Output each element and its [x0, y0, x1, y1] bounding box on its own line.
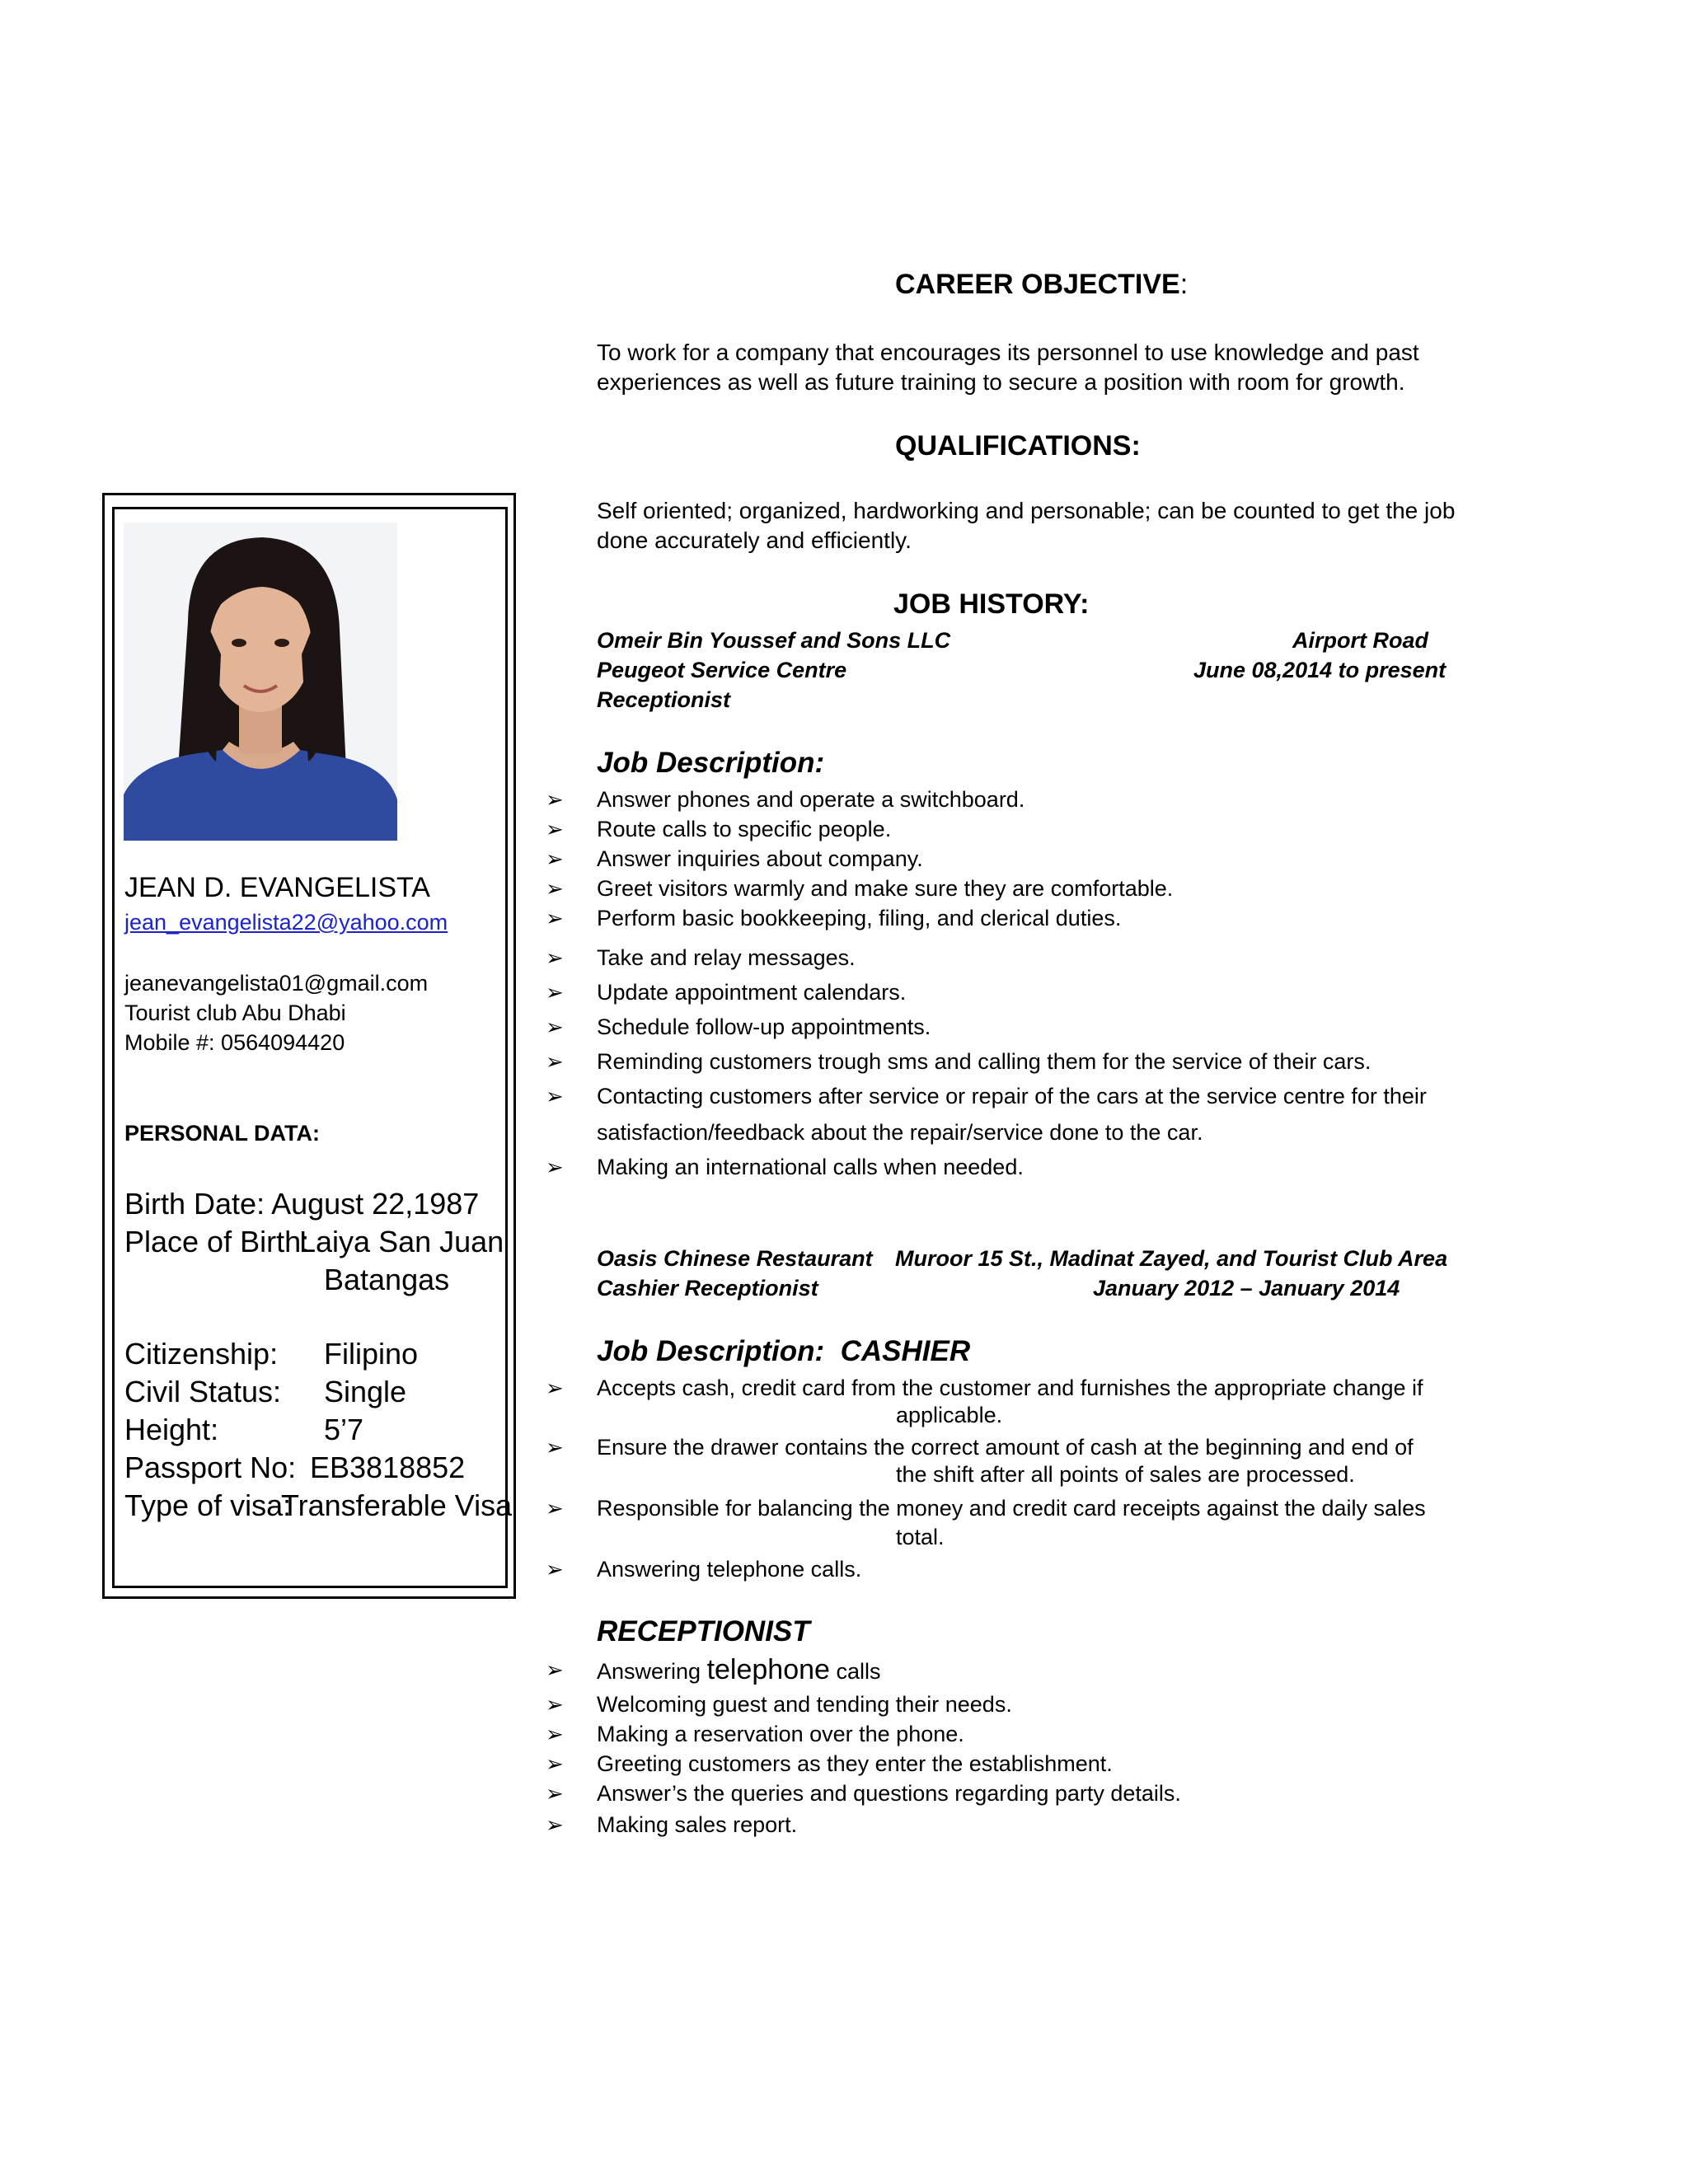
visa-label: Type of visa: — [124, 1488, 292, 1522]
birth-place-line1: Laiya San Juan — [299, 1225, 504, 1258]
arrow-bullet-icon: ➢ — [546, 1722, 564, 1746]
address: Tourist club Abu Dhabi — [124, 1001, 346, 1025]
duty-text: Answer phones and operate a switchboard. — [597, 787, 1025, 812]
career-objective-colon: : — [1179, 269, 1189, 300]
duty-text: Greeting customers as they enter the establishment. — [597, 1751, 1113, 1776]
duty-text: Making a reservation over the phone. — [597, 1722, 964, 1746]
duty-text: Greet visitors warmly and make sure they are comfortable. — [597, 876, 1174, 901]
duty-text: Route calls to specific people. — [597, 817, 892, 841]
personal-data-heading: PERSONAL DATA: — [124, 1121, 321, 1146]
job1-location: Airport Road — [1292, 628, 1428, 653]
profile-photo-illustration — [124, 523, 397, 841]
career-objective-title — [895, 269, 1188, 301]
job2-description-heading — [597, 1335, 970, 1368]
passport-label: Passport No: — [124, 1451, 297, 1484]
cashier-duty-continuation: total. — [896, 1525, 945, 1549]
email-link-primary[interactable]: jean_evangelista22@yahoo.com — [124, 910, 448, 935]
duty-text: Reminding customers trough sms and calling them for the service of their cars. — [597, 1049, 1372, 1074]
height-label: Height: — [124, 1413, 219, 1446]
birth-place-line2: Batangas — [324, 1263, 450, 1296]
citizenship-value: Filipino — [324, 1337, 419, 1371]
arrow-bullet-icon: ➢ — [546, 1657, 564, 1682]
cashier-duty-continuation: applicable. — [896, 1403, 1003, 1427]
job2-company: Oasis Chinese Restaurant — [597, 1246, 873, 1271]
duty-text: Welcoming guest and tending their needs. — [597, 1692, 1012, 1717]
profile-photo — [124, 523, 397, 841]
arrow-bullet-icon: ➢ — [546, 787, 564, 812]
duty-text: Accepts cash, credit card from the customer and furnishes the appropriate change if — [597, 1376, 1423, 1400]
job1-dates: June 08,2014 to present — [1193, 658, 1447, 682]
height-row — [124, 1413, 495, 1447]
job2-dates: January 2012 – January 2014 — [1093, 1276, 1400, 1301]
civil-status-row — [124, 1375, 495, 1409]
job-history-title: JOB HISTORY: — [893, 588, 1090, 620]
arrow-bullet-icon: ➢ — [546, 1781, 564, 1806]
birth-date: Birth Date: August 22,1987 — [124, 1187, 480, 1221]
duty-text — [597, 1655, 1503, 1686]
citizenship-row — [124, 1337, 495, 1371]
civil-status-label: Civil Status: — [124, 1375, 282, 1408]
arrow-bullet-icon: ➢ — [546, 1155, 564, 1179]
job1-branch: Peugeot Service Centre — [597, 658, 847, 682]
duty-text: Making an international calls when needed. — [597, 1155, 1024, 1179]
job2-location: Muroor 15 St., Madinat Zayed, and Tourist Club Area — [895, 1246, 1448, 1271]
career-objective-line2: experiences as well as future training to secure a position with room for growth. — [597, 369, 1405, 395]
duty-text: Take and relay messages. — [597, 945, 856, 970]
career-objective-line1: To work for a company that encourages its personnel to use knowledge and past — [597, 340, 1419, 365]
passport-value: EB3818852 — [310, 1451, 466, 1484]
job1-duty-continuation: satisfaction/feedback about the repair/service done to the car. — [597, 1120, 1203, 1145]
visa-value: Transferable Visa — [281, 1488, 513, 1522]
duty-text: Update appointment calendars. — [597, 980, 907, 1005]
career-objective-title-text: CAREER OBJECTIVE — [895, 269, 1180, 300]
arrow-bullet-icon: ➢ — [546, 1015, 564, 1039]
receptionist-heading: RECEPTIONIST — [597, 1615, 810, 1647]
qualifications-title: QUALIFICATIONS: — [895, 430, 1141, 462]
arrow-bullet-icon: ➢ — [546, 1376, 564, 1400]
arrow-bullet-icon: ➢ — [546, 1496, 564, 1521]
job1-description-heading: Job Description: — [597, 747, 825, 779]
job1-company: Omeir Bin Youssef and Sons LLC — [597, 628, 951, 653]
arrow-bullet-icon: ➢ — [546, 1751, 564, 1776]
arrow-bullet-icon: ➢ — [546, 980, 564, 1005]
mobile-number: Mobile #: 0564094420 — [124, 1030, 345, 1055]
passport-row — [124, 1451, 495, 1485]
job2-cashier-label: CASHIER — [840, 1335, 971, 1367]
arrow-bullet-icon: ➢ — [546, 906, 564, 930]
arrow-bullet-icon: ➢ — [546, 1557, 564, 1582]
birth-place-label: Place of Birth: — [124, 1225, 310, 1258]
duty-text: Answer’s the queries and questions regarding party details. — [597, 1781, 1181, 1806]
duty-text: Contacting customers after service or repair of the cars at the service centre for their — [597, 1084, 1427, 1108]
duty-text: Ensure the drawer contains the correct amount of cash at the beginning and end of — [597, 1435, 1414, 1460]
height-value: 5’7 — [324, 1413, 364, 1446]
duty-text-post: calls — [836, 1659, 881, 1684]
job2-position: Cashier Receptionist — [597, 1276, 818, 1301]
duty-text-emphasis: telephone — [706, 1654, 830, 1685]
duty-text: Making sales report. — [597, 1812, 798, 1837]
duty-text: Perform basic bookkeeping, filing, and clerical duties. — [597, 906, 1122, 930]
arrow-bullet-icon: ➢ — [546, 1812, 564, 1837]
arrow-bullet-icon: ➢ — [546, 1084, 564, 1108]
birth-place — [124, 1225, 504, 1299]
duty-text: Answer inquiries about company. — [597, 846, 923, 871]
duty-text: Answering telephone calls. — [597, 1557, 862, 1582]
arrow-bullet-icon: ➢ — [546, 945, 564, 970]
arrow-bullet-icon: ➢ — [546, 846, 564, 871]
civil-status-value: Single — [324, 1375, 407, 1408]
candidate-name: JEAN D. EVANGELISTA — [124, 872, 430, 903]
arrow-bullet-icon: ➢ — [546, 1049, 564, 1074]
job2-description-label: Job Description: — [597, 1335, 825, 1367]
arrow-bullet-icon: ➢ — [546, 876, 564, 901]
duty-text: Responsible for balancing the money and credit card receipts against the daily sales — [597, 1496, 1426, 1521]
arrow-bullet-icon: ➢ — [546, 1435, 564, 1460]
citizenship-label: Citizenship: — [124, 1337, 279, 1371]
job1-position: Receptionist — [597, 687, 731, 712]
cashier-duty-continuation: the shift after all points of sales are processed. — [896, 1462, 1355, 1487]
email-secondary: jeanevangelista01@gmail.com — [124, 971, 429, 996]
arrow-bullet-icon: ➢ — [546, 817, 564, 841]
visa-row — [124, 1488, 513, 1523]
qualifications-line2: done accurately and efficiently. — [597, 527, 912, 553]
qualifications-line1: Self oriented; organized, hardworking and personable; can be counted to get the job — [597, 498, 1456, 523]
duty-text: Schedule follow-up appointments. — [597, 1015, 931, 1039]
arrow-bullet-icon: ➢ — [546, 1692, 564, 1717]
duty-text-pre: Answering — [597, 1659, 701, 1684]
